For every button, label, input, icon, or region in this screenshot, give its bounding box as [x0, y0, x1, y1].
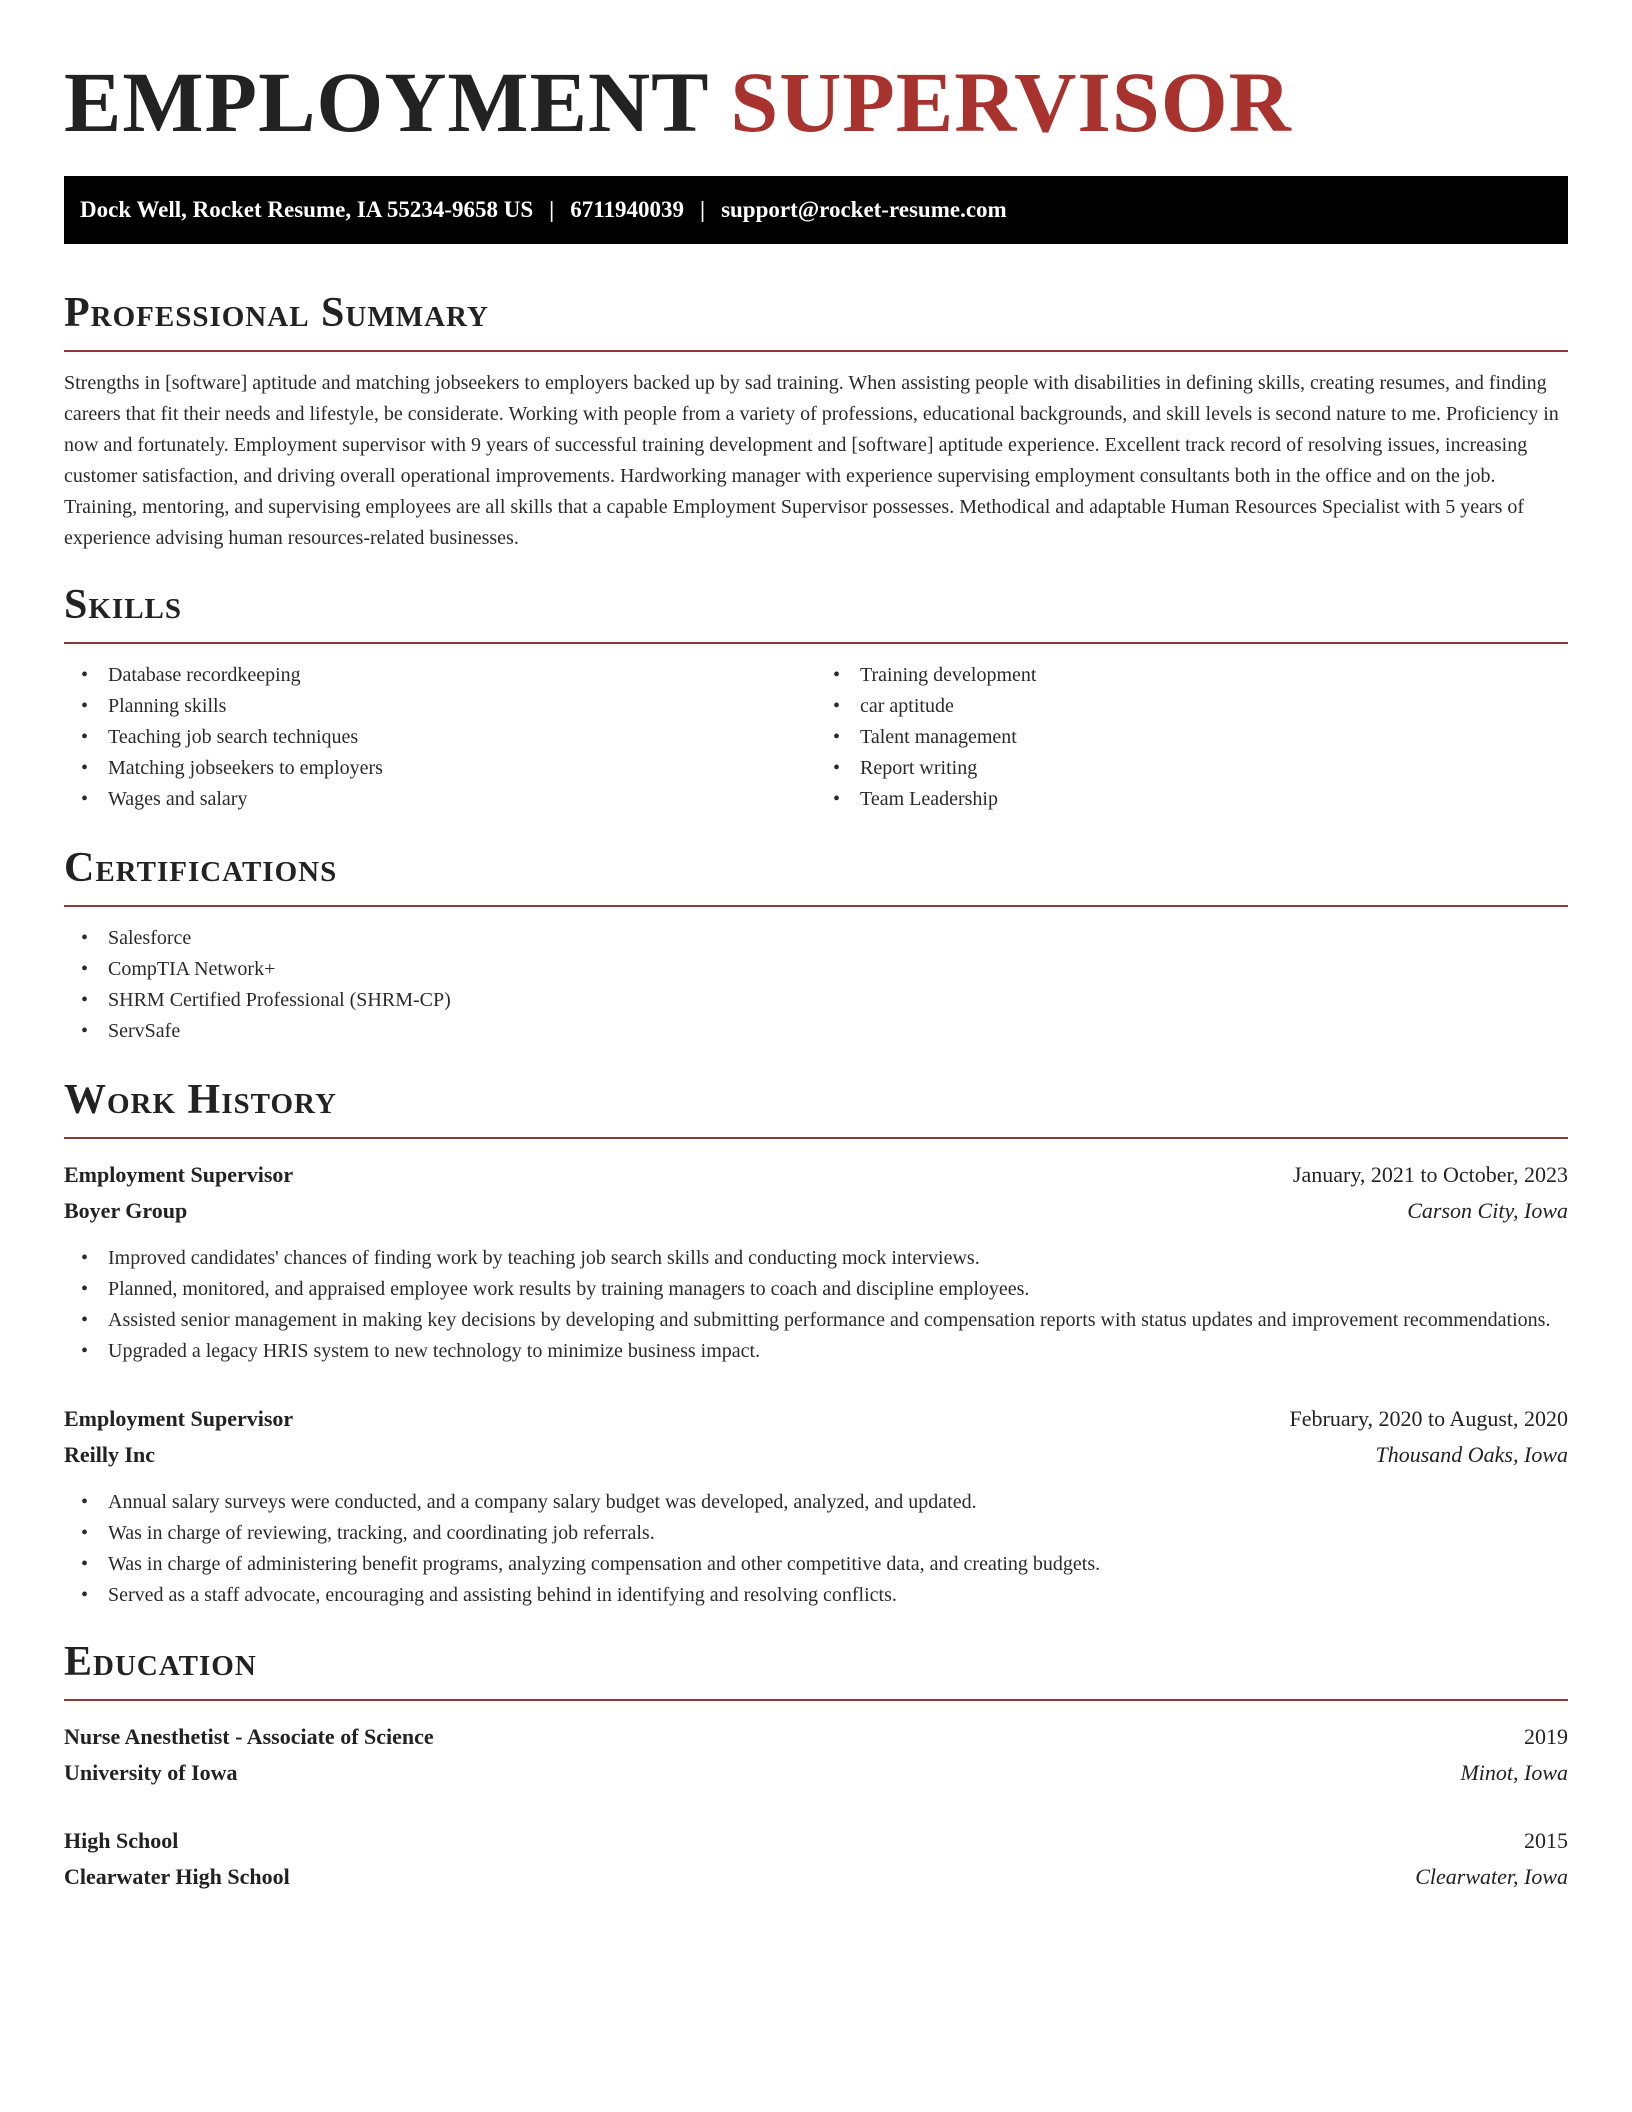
education-heading: Education [64, 1637, 1568, 1701]
job-title: Employment Supervisor [64, 1406, 294, 1431]
job-company: Reilly Inc [64, 1442, 156, 1467]
job-company-row [64, 1193, 1568, 1229]
summary-heading: Professional Summary [64, 288, 1568, 352]
job-location: Carson City, Iowa [1407, 1198, 1568, 1223]
job-bullet: • Annual salary surveys were conducted, and a company salary budget was developed, analyzed, and updated. [108, 1487, 1568, 1518]
skill-item: • Matching jobseekers to employers [108, 753, 816, 784]
education-entry [64, 1719, 1568, 1791]
skills-list-left [64, 660, 816, 815]
job-bullet: • Was in charge of administering benefit programs, analyzing compensation and other competitive data, and creating budgets. [108, 1549, 1568, 1580]
contact-address: Dock Well, Rocket Resume, IA 55234-9658 US [80, 197, 534, 222]
job-bullets [64, 1487, 1568, 1611]
education-school: University of Iowa [64, 1760, 238, 1785]
certification-item: • Salesforce [108, 923, 1568, 954]
job-header-row [64, 1157, 1568, 1193]
skill-item: • Talent management [860, 722, 1568, 753]
education-section [64, 1637, 1568, 1895]
contact-separator: | [699, 197, 706, 222]
education-location: Minot, Iowa [1460, 1760, 1568, 1785]
contact-separator: | [549, 197, 555, 222]
certifications-section [64, 843, 1568, 1047]
skill-item: • Wages and salary [108, 784, 816, 815]
contact-bar [64, 176, 1568, 244]
skill-item: • Planning skills [108, 691, 816, 722]
job-bullets [64, 1243, 1568, 1367]
job-entry [64, 1401, 1568, 1611]
skill-item: • Database recordkeeping [108, 660, 816, 691]
job-bullet: • Assisted senior management in making key decisions by developing and submitting performance and compensation reports with status updates and improvement recommendations. [108, 1305, 1568, 1336]
skill-item: • Teaching job search techniques [108, 722, 816, 753]
education-degree-row [64, 1823, 1568, 1859]
skills-section [64, 580, 1568, 815]
skill-item: • Training development [860, 660, 1568, 691]
education-degree-row [64, 1719, 1568, 1755]
certifications-list [64, 923, 1568, 1047]
education-degree: Nurse Anesthetist - Associate of Science [64, 1724, 434, 1749]
work-history-section [64, 1075, 1568, 1611]
skill-item: • Report writing [860, 753, 1568, 784]
education-year: 2015 [1524, 1828, 1568, 1853]
job-bullet: • Upgraded a legacy HRIS system to new technology to minimize business impact. [108, 1336, 1568, 1367]
education-school: Clearwater High School [64, 1864, 290, 1889]
job-bullet: • Planned, monitored, and appraised employee work results by training managers to coach and discipline employees. [108, 1274, 1568, 1305]
skill-item: • Team Leadership [860, 784, 1568, 815]
title-part-2: SUPERVISOR [730, 54, 1292, 150]
job-entry [64, 1157, 1568, 1367]
job-bullet: • Was in charge of reviewing, tracking, and coordinating job referrals. [108, 1518, 1568, 1549]
job-bullet: • Served as a staff advocate, encouraging and assisting behind in identifying and resolving conflicts. [108, 1580, 1568, 1611]
certifications-heading: Certifications [64, 843, 1568, 907]
work-history-heading: Work History [64, 1075, 1568, 1139]
job-bullet: • Improved candidates' chances of finding work by teaching job search skills and conducting mock interviews. [108, 1243, 1568, 1274]
education-year: 2019 [1524, 1724, 1568, 1749]
title-part-1: EMPLOYMENT [64, 54, 708, 150]
contact-email: support@rocket-resume.com [721, 197, 1007, 222]
summary-text: Strengths in [software] aptitude and matching jobseekers to employers backed up by sad training. When assisting people with disabilities in defining skills, creating resumes, and finding careers that fit their needs and lifestyle, be considerate. Working with people from a variety of professions, educational backgrounds, and skill levels is second nature to me. Proficiency in now and fortunately. Employment supervisor with 9 years of successful training development and [software] aptitude experience. Excellent track record of resolving issues, increasing customer satisfaction, and driving overall operational improvements. Hardworking manager with experience supervising employment consultants both in the office and on the job. Training, mentoring, and supervising employees are all skills that a capable Employment Supervisor possesses. Methodical and adaptable Human Resources Specialist with 5 years of experience advising human resources-related businesses. [64, 372, 1559, 549]
skills-columns [64, 644, 1568, 815]
skill-item: • car aptitude [860, 691, 1568, 722]
certification-item: • SHRM Certified Professional (SHRM-CP) [108, 985, 1568, 1016]
certification-item: • CompTIA Network+ [108, 954, 1568, 985]
resume-title [64, 52, 1568, 152]
education-degree: High School [64, 1828, 179, 1853]
skills-heading: Skills [64, 580, 1568, 644]
job-title: Employment Supervisor [64, 1162, 294, 1187]
contact-phone: 6711940039 [570, 197, 684, 222]
job-header-row [64, 1401, 1568, 1437]
job-location: Thousand Oaks, Iowa [1375, 1442, 1568, 1467]
job-dates: February, 2020 to August, 2020 [1289, 1406, 1568, 1431]
education-entry [64, 1823, 1568, 1895]
job-company: Boyer Group [64, 1198, 188, 1223]
job-company-row [64, 1437, 1568, 1473]
education-school-row [64, 1755, 1568, 1791]
job-dates: January, 2021 to October, 2023 [1292, 1162, 1568, 1187]
skills-list-right [816, 660, 1568, 815]
certification-item: • ServSafe [108, 1016, 1568, 1047]
education-school-row [64, 1859, 1568, 1895]
summary-section [64, 288, 1568, 554]
education-location: Clearwater, Iowa [1415, 1864, 1568, 1889]
